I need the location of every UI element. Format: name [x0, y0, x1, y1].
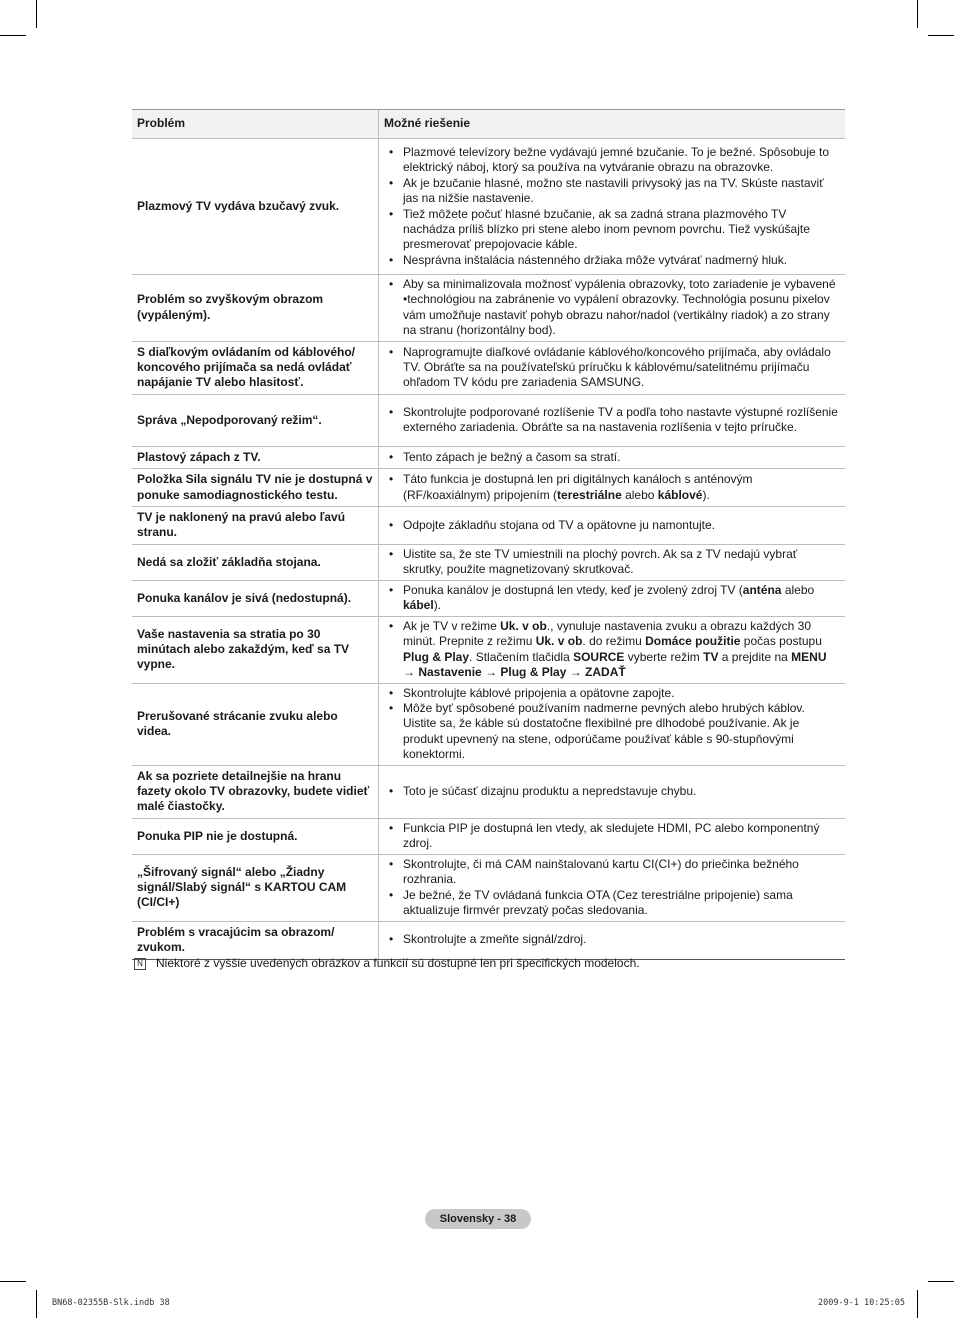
crop-mark [0, 1281, 26, 1282]
problem-cell: Plastový zápach z TV. [132, 446, 379, 468]
bullet-text: vyberte režim [624, 649, 704, 664]
crop-mark [36, 1290, 37, 1318]
crop-mark [917, 1290, 918, 1318]
bold-term: Uk. v ob [500, 618, 547, 633]
problem-cell: Prerušované strácanie zvuku alebo videa. [132, 683, 379, 765]
problem-cell: Vaše nastavenia sa stratia po 30 minútach alebo zakaždým, keď sa TV vypne. [132, 616, 379, 683]
solution-bullet: • Tento zápach je bežný a časom sa stratí. [387, 450, 839, 465]
solution-cell [379, 616, 846, 683]
table-row [132, 139, 845, 275]
footnote [134, 956, 640, 971]
page-number-badge: Slovensky - 38 [425, 1209, 531, 1229]
solution-cell [379, 580, 846, 616]
solution-cell [379, 854, 846, 921]
table-row [132, 394, 845, 446]
solution-bullet: • Skontrolujte podporované rozlíšenie TV a podľa toho nastavte výstupné rozlíšenie externého zariadenia. Obráťte sa na nastavenia rozlíšenia v tejto príručke. [387, 405, 839, 436]
column-header-problem: Problém [132, 110, 379, 139]
solution-bullet: • Ak je bzučanie hlasné, možno ste nastavili privysoký jas na TV. Skúste nastaviť jas na nižšie nastavenie. [387, 176, 839, 207]
table-row [132, 341, 845, 394]
print-file-info: BN68-02355B-Slk.indb 38 [52, 1298, 170, 1308]
bold-term: kábel [403, 598, 434, 613]
bold-term: káblové [657, 487, 703, 502]
table-row [132, 446, 845, 468]
bold-term: MENU [791, 649, 827, 664]
bold-term: SOURCE [573, 649, 625, 664]
solution-cell [379, 765, 846, 818]
solution-bullet: • Môže byť spôsobené používaním nadmerne pevných alebo hrubých káblov. Uistite sa, že káble sú dostatočne flexibilné pre dlhodobé používanie. Ak je produkt upevnený na stene, odporúčame používať káble s 90-stupňovými konektormi. [387, 701, 839, 763]
table-row [132, 580, 845, 616]
table-row [132, 616, 845, 683]
solution-cell [379, 341, 846, 394]
solution-cell [379, 544, 846, 580]
solution-cell [379, 394, 846, 446]
bullet-text: počas postupu [740, 634, 822, 649]
solution-bullet: • Tiež môžete počuť hlasné bzučanie, ak sa zadná strana plazmového TV nachádza príliš blízko pri stene alebo inom pevnom povrchu. Tiež vyskúšajte presmerovať prepojovacie káble. [387, 207, 839, 253]
solution-bullet: • Toto je súčasť dizajnu produktu a nepredstavuje chybu. [387, 784, 839, 799]
solution-bullet: • Skontrolujte a zmeňte signál/zdroj. [387, 932, 839, 947]
solution-bullet: • Aby sa minimalizovala možnosť vypálenia obrazovky, toto zariadenie je vybavené •technológiou na zabránenie vo vypálení obrazovky. Technológia posunu pixelov vám umožňuje nastaviť pohyb obrazu nahor/nadol (vertikálny riadok) a zo strany na stranu (horizontálny bod). [387, 277, 839, 339]
table-row [132, 818, 845, 854]
crop-mark [917, 0, 918, 28]
crop-mark [36, 0, 37, 28]
troubleshooting-table [132, 109, 845, 960]
bullet-text: alebo [621, 487, 658, 502]
bullet-text: Ponuka kanálov je dostupná len vtedy, keď je zvolený zdroj TV ( [403, 582, 743, 597]
solution-bullet: • Nesprávna inštalácia nástenného držiaka môže vytvárať nadmerný hluk. [387, 253, 839, 268]
solution-bullet: • Naprogramujte diaľkové ovládanie káblového/koncového prijímača, aby ovládalo TV. Obráťte sa na používateľskú príručku k káblovému/satelitnému prijímaču ohľadom TV kódu pre zariadenia SAMSUNG. [387, 345, 839, 391]
bullet-text: ). [702, 487, 710, 502]
problem-cell: Problém s vracajúcim sa obrazom/ zvukom. [132, 921, 379, 959]
table-row [132, 683, 845, 765]
menu-path: → Nastavenie → Plug & Play → ZADAŤ [403, 665, 626, 680]
bold-term: terestriálne [557, 487, 622, 502]
bullet-text: ). [433, 598, 442, 613]
bullet-text: Ak je TV v režime [403, 618, 501, 633]
bullet-text: Táto funkcia je dostupná len pri digitálnych kanáloch s anténovým (RF/koaxiálnym) pripojením ( [403, 472, 753, 502]
bullet-text: alebo [781, 582, 815, 597]
solution-bullet [387, 583, 839, 614]
bullet-text: a prejdite na [718, 649, 792, 664]
problem-cell: Správa „Nepodporovaný režim“. [132, 394, 379, 446]
solution-bullet: • Skontrolujte káblové pripojenia a opätovne zapojte. [387, 686, 839, 701]
bold-term: anténa [742, 582, 782, 597]
column-header-solution: Možné riešenie [379, 110, 846, 139]
solution-bullet: • Funkcia PIP je dostupná len vtedy, ak sledujete HDMI, PC alebo komponentný zdroj. [387, 821, 839, 852]
problem-cell: Plazmový TV vydáva bzučavý zvuk. [132, 139, 379, 275]
table-header-row [132, 110, 845, 139]
table-row [132, 854, 845, 921]
problem-cell: „Šifrovaný signál“ alebo „Žiadny signál/Slabý signál“ s KARTOU CAM (CI/CI+) [132, 854, 379, 921]
bold-term: Domáce použitie [645, 634, 741, 649]
solution-bullet [387, 619, 839, 681]
solution-cell [379, 446, 846, 468]
problem-cell: Ponuka kanálov je sivá (nedostupná). [132, 580, 379, 616]
solution-cell [379, 818, 846, 854]
solution-bullet: • Odpojte základňu stojana od TV a opätovne ju namontujte. [387, 518, 839, 533]
print-timestamp: 2009-9-1 10:25:05 [818, 1298, 905, 1308]
solution-cell [379, 507, 846, 545]
solution-cell [379, 683, 846, 765]
solution-cell [379, 139, 846, 275]
bullet-text: ., vynuluje nastavenia zvuku a obrazu každých 30 minút. Prepnite z režimu [403, 618, 811, 649]
solution-bullet [387, 472, 839, 503]
bullet-text: . do režimu [582, 634, 646, 649]
bold-term: TV [703, 649, 719, 664]
note-icon: N [134, 958, 146, 970]
table-row [132, 765, 845, 818]
problem-cell: Ak sa pozriete detailnejšie na hranu fazety okolo TV obrazovky, budete vidieť malé čiastočky. [132, 765, 379, 818]
table-row [132, 507, 845, 545]
problem-cell: S diaľkovým ovládaním od káblového/ koncového prijímača sa nedá ovládať napájanie TV alebo hlasitosť. [132, 341, 379, 394]
solution-cell [379, 921, 846, 959]
table-row [132, 544, 845, 580]
crop-mark [928, 35, 954, 36]
problem-cell: Nedá sa zložiť základňa stojana. [132, 544, 379, 580]
bold-term: Plug & Play [403, 649, 470, 664]
table-row [132, 275, 845, 342]
solution-bullet: • Skontrolujte, či má CAM nainštalovanú kartu CI(CI+) do priečinka bežného rozhrania. [387, 857, 839, 888]
problem-cell: TV je naklonený na pravú alebo ľavú stranu. [132, 507, 379, 545]
problem-cell: Ponuka PIP nie je dostupná. [132, 818, 379, 854]
crop-mark [0, 35, 26, 36]
solution-bullet: • Uistite sa, že ste TV umiestnili na plochý povrch. Ak sa z TV nedajú vybrať skrutky, použite magnetizovaný skrutkovač. [387, 547, 839, 578]
solution-cell [379, 469, 846, 507]
bold-term: Uk. v ob [535, 634, 583, 649]
problem-cell: Problém so zvyškovým obrazom (vypáleným). [132, 275, 379, 342]
solution-bullet: • Je bežné, že TV ovládaná funkcia OTA (Cez terestriálne pripojenie) sama aktualizuje firmvér prevzatý počas sledovania. [387, 888, 839, 919]
solution-bullet: • Plazmové televízory bežne vydávajú jemné bzučanie. To je bežné. Spôsobuje to elektrický náboj, ktorý sa používa na vytváranie obrazu na obrazovke. [387, 145, 839, 176]
bullet-text: . Stlačením tlačidla [469, 649, 574, 664]
solution-cell [379, 275, 846, 342]
footnote-text: Niektoré z vyššie uvedených obrázkov a funkcií sú dostupné len pri špecifických modeloch. [156, 956, 640, 970]
table-row [132, 469, 845, 507]
crop-mark [928, 1281, 954, 1282]
problem-cell: Položka Sila signálu TV nie je dostupná v ponuke samodiagnostického testu. [132, 469, 379, 507]
table-row [132, 921, 845, 959]
